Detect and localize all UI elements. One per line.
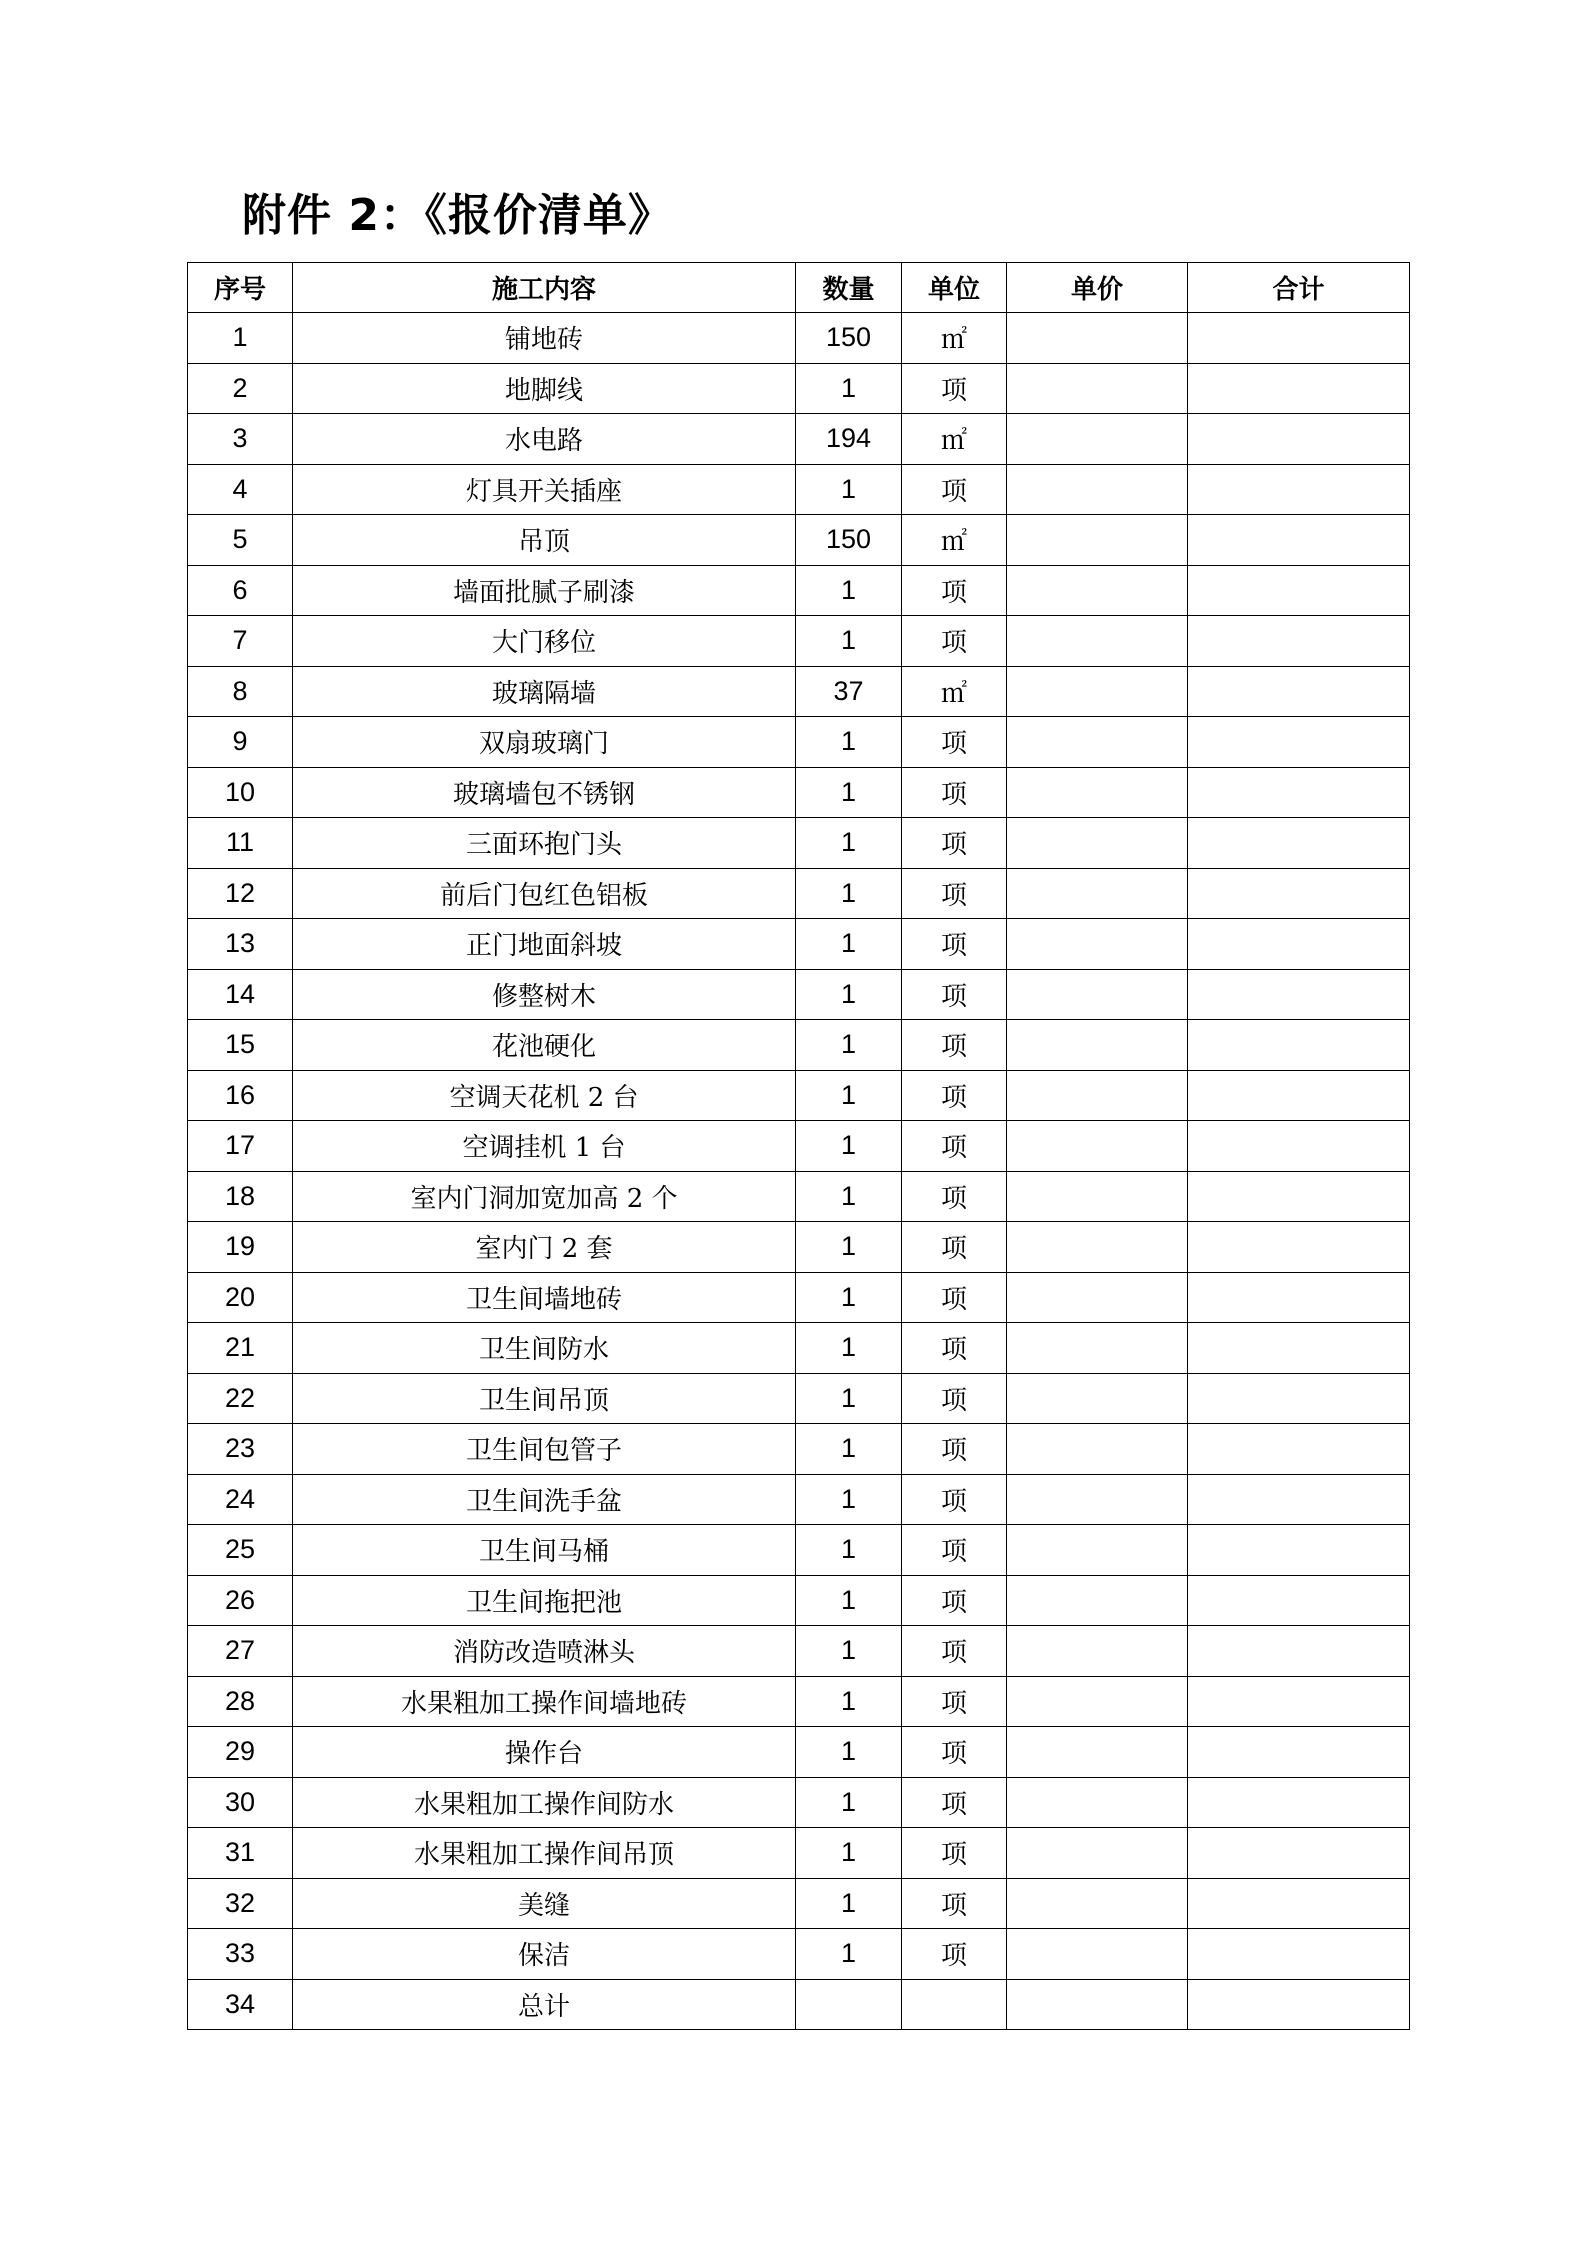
cell-price [1007, 1121, 1188, 1172]
cell-content: 卫生间拖把池 [293, 1575, 796, 1626]
table-row [188, 868, 1410, 919]
cell-qty: 1 [796, 1929, 902, 1980]
table-row [188, 565, 1410, 616]
cell-price [1007, 666, 1188, 717]
cell-price [1007, 515, 1188, 566]
cell-unit: 项 [902, 1525, 1007, 1576]
cell-content: 地脚线 [293, 363, 796, 414]
cell-total [1188, 1121, 1410, 1172]
cell-qty: 1 [796, 868, 902, 919]
cell-price [1007, 1424, 1188, 1475]
cell-seq: 1 [188, 313, 293, 364]
cell-seq: 32 [188, 1878, 293, 1929]
table-row [188, 1878, 1410, 1929]
cell-price [1007, 1979, 1188, 2030]
cell-total [1188, 565, 1410, 616]
cell-seq: 14 [188, 969, 293, 1020]
cell-unit: 项 [902, 1626, 1007, 1677]
cell-seq: 31 [188, 1828, 293, 1879]
cell-seq: 3 [188, 414, 293, 465]
cell-unit: 项 [902, 1676, 1007, 1727]
cell-total [1188, 818, 1410, 869]
cell-seq: 28 [188, 1676, 293, 1727]
header-seq: 序号 [188, 263, 293, 313]
cell-price [1007, 868, 1188, 919]
cell-unit: 项 [902, 767, 1007, 818]
cell-content: 铺地砖 [293, 313, 796, 364]
cell-qty: 1 [796, 1474, 902, 1525]
cell-total [1188, 1171, 1410, 1222]
cell-total [1188, 1373, 1410, 1424]
cell-unit: ㎡ [902, 515, 1007, 566]
cell-content: 水果粗加工操作间墙地砖 [293, 1676, 796, 1727]
cell-content: 水果粗加工操作间防水 [293, 1777, 796, 1828]
cell-seq: 30 [188, 1777, 293, 1828]
table-row [188, 1727, 1410, 1778]
table-row [188, 1979, 1410, 2030]
cell-content: 玻璃隔墙 [293, 666, 796, 717]
cell-price [1007, 565, 1188, 616]
cell-content: 墙面批腻子刷漆 [293, 565, 796, 616]
cell-qty [796, 1979, 902, 2030]
cell-content: 空调天花机 2 台 [293, 1070, 796, 1121]
cell-seq: 17 [188, 1121, 293, 1172]
cell-content: 卫生间防水 [293, 1323, 796, 1374]
cell-unit: ㎡ [902, 666, 1007, 717]
cell-seq: 23 [188, 1424, 293, 1475]
cell-content: 保洁 [293, 1929, 796, 1980]
cell-unit: 项 [902, 1373, 1007, 1424]
cell-seq: 13 [188, 919, 293, 970]
cell-content: 操作台 [293, 1727, 796, 1778]
cell-price [1007, 1828, 1188, 1879]
cell-content: 修整树木 [293, 969, 796, 1020]
cell-qty: 1 [796, 1020, 902, 1071]
table-row [188, 1272, 1410, 1323]
cell-qty: 1 [796, 1323, 902, 1374]
cell-qty: 37 [796, 666, 902, 717]
cell-unit: 项 [902, 1878, 1007, 1929]
cell-qty: 1 [796, 1777, 902, 1828]
cell-qty: 1 [796, 1222, 902, 1273]
cell-content: 卫生间马桶 [293, 1525, 796, 1576]
header-qty: 数量 [796, 263, 902, 313]
cell-seq: 6 [188, 565, 293, 616]
cell-qty: 150 [796, 313, 902, 364]
table-row [188, 1222, 1410, 1273]
cell-unit [902, 1979, 1007, 2030]
table-row [188, 1777, 1410, 1828]
cell-total [1188, 313, 1410, 364]
cell-unit: 项 [902, 1777, 1007, 1828]
cell-content: 空调挂机 1 台 [293, 1121, 796, 1172]
cell-price [1007, 1070, 1188, 1121]
table-row [188, 919, 1410, 970]
cell-unit: 项 [902, 1020, 1007, 1071]
table-row [188, 1525, 1410, 1576]
cell-unit: 项 [902, 1272, 1007, 1323]
table-row [188, 616, 1410, 667]
cell-qty: 1 [796, 1424, 902, 1475]
cell-seq: 9 [188, 717, 293, 768]
header-content: 施工内容 [293, 263, 796, 313]
cell-total [1188, 1575, 1410, 1626]
cell-unit: 项 [902, 818, 1007, 869]
cell-total [1188, 767, 1410, 818]
cell-price [1007, 969, 1188, 1020]
cell-price [1007, 1171, 1188, 1222]
cell-total [1188, 666, 1410, 717]
table-row [188, 666, 1410, 717]
cell-unit: 项 [902, 1727, 1007, 1778]
table-row [188, 1828, 1410, 1879]
cell-content: 卫生间洗手盆 [293, 1474, 796, 1525]
cell-unit: 项 [902, 1424, 1007, 1475]
cell-qty: 1 [796, 1676, 902, 1727]
cell-seq: 8 [188, 666, 293, 717]
table-row [188, 363, 1410, 414]
cell-content: 吊顶 [293, 515, 796, 566]
cell-price [1007, 767, 1188, 818]
document-title: 附件 2：《报价清单》 [242, 190, 673, 241]
cell-total [1188, 1525, 1410, 1576]
cell-seq: 21 [188, 1323, 293, 1374]
cell-qty: 1 [796, 363, 902, 414]
cell-qty: 1 [796, 1828, 902, 1879]
cell-price [1007, 1676, 1188, 1727]
cell-qty: 194 [796, 414, 902, 465]
cell-qty: 1 [796, 1070, 902, 1121]
cell-price [1007, 1575, 1188, 1626]
cell-unit: 项 [902, 1323, 1007, 1374]
cell-unit: 项 [902, 1070, 1007, 1121]
cell-seq: 19 [188, 1222, 293, 1273]
table-row [188, 313, 1410, 364]
table-row [188, 1424, 1410, 1475]
cell-qty: 1 [796, 464, 902, 515]
cell-unit: 项 [902, 1575, 1007, 1626]
cell-total [1188, 1878, 1410, 1929]
cell-content: 卫生间包管子 [293, 1424, 796, 1475]
table-row [188, 767, 1410, 818]
cell-price [1007, 1272, 1188, 1323]
table-row [188, 1626, 1410, 1677]
cell-unit: 项 [902, 1929, 1007, 1980]
cell-price [1007, 1777, 1188, 1828]
cell-seq: 22 [188, 1373, 293, 1424]
table-row [188, 1575, 1410, 1626]
cell-qty: 1 [796, 1171, 902, 1222]
cell-qty: 1 [796, 1575, 902, 1626]
cell-seq: 5 [188, 515, 293, 566]
cell-price [1007, 1323, 1188, 1374]
cell-unit: 项 [902, 919, 1007, 970]
cell-qty: 1 [796, 565, 902, 616]
cell-content: 美缝 [293, 1878, 796, 1929]
cell-seq: 11 [188, 818, 293, 869]
cell-content: 水电路 [293, 414, 796, 465]
cell-price [1007, 1929, 1188, 1980]
cell-unit: 项 [902, 969, 1007, 1020]
cell-unit: 项 [902, 1222, 1007, 1273]
cell-unit: ㎡ [902, 313, 1007, 364]
cell-price [1007, 1727, 1188, 1778]
cell-qty: 1 [796, 1727, 902, 1778]
cell-seq: 15 [188, 1020, 293, 1071]
cell-content: 水果粗加工操作间吊顶 [293, 1828, 796, 1879]
cell-content: 大门移位 [293, 616, 796, 667]
cell-unit: 项 [902, 1474, 1007, 1525]
table-row [188, 1373, 1410, 1424]
table-row [188, 717, 1410, 768]
cell-price [1007, 1020, 1188, 1071]
cell-unit: 项 [902, 868, 1007, 919]
cell-qty: 1 [796, 717, 902, 768]
cell-price [1007, 313, 1188, 364]
table-row [188, 1070, 1410, 1121]
cell-unit: 项 [902, 1828, 1007, 1879]
table-row [188, 414, 1410, 465]
table-header-row [188, 263, 1410, 313]
table-row [188, 818, 1410, 869]
cell-seq: 16 [188, 1070, 293, 1121]
cell-seq: 24 [188, 1474, 293, 1525]
table-row [188, 1323, 1410, 1374]
cell-price [1007, 1222, 1188, 1273]
cell-total [1188, 464, 1410, 515]
cell-qty: 1 [796, 818, 902, 869]
cell-qty: 150 [796, 515, 902, 566]
cell-total [1188, 1777, 1410, 1828]
cell-seq: 34 [188, 1979, 293, 2030]
table-row [188, 1171, 1410, 1222]
cell-content: 花池硬化 [293, 1020, 796, 1071]
cell-total [1188, 1626, 1410, 1677]
cell-total [1188, 1424, 1410, 1475]
cell-total [1188, 1474, 1410, 1525]
header-unit: 单位 [902, 263, 1007, 313]
cell-content: 双扇玻璃门 [293, 717, 796, 768]
cell-unit: 项 [902, 363, 1007, 414]
cell-total [1188, 616, 1410, 667]
cell-price [1007, 717, 1188, 768]
cell-unit: 项 [902, 616, 1007, 667]
cell-total [1188, 1828, 1410, 1879]
cell-seq: 20 [188, 1272, 293, 1323]
table-row [188, 464, 1410, 515]
cell-content: 灯具开关插座 [293, 464, 796, 515]
cell-qty: 1 [796, 919, 902, 970]
cell-content: 室内门 2 套 [293, 1222, 796, 1273]
cell-content: 三面环抱门头 [293, 818, 796, 869]
cell-unit: 项 [902, 464, 1007, 515]
cell-total [1188, 1020, 1410, 1071]
cell-unit: 项 [902, 565, 1007, 616]
cell-content: 正门地面斜坡 [293, 919, 796, 970]
cell-seq: 18 [188, 1171, 293, 1222]
cell-seq: 7 [188, 616, 293, 667]
cell-total [1188, 363, 1410, 414]
cell-total [1188, 1979, 1410, 2030]
cell-total [1188, 1323, 1410, 1374]
cell-total [1188, 717, 1410, 768]
cell-qty: 1 [796, 616, 902, 667]
table-row [188, 1676, 1410, 1727]
cell-total [1188, 515, 1410, 566]
cell-price [1007, 464, 1188, 515]
cell-unit: 项 [902, 1171, 1007, 1222]
cell-total [1188, 868, 1410, 919]
cell-price [1007, 1373, 1188, 1424]
table-row [188, 1020, 1410, 1071]
cell-seq: 4 [188, 464, 293, 515]
cell-content: 卫生间吊顶 [293, 1373, 796, 1424]
cell-price [1007, 414, 1188, 465]
cell-qty: 1 [796, 1626, 902, 1677]
cell-content: 消防改造喷淋头 [293, 1626, 796, 1677]
cell-total [1188, 1676, 1410, 1727]
header-price: 单价 [1007, 263, 1188, 313]
table-row [188, 515, 1410, 566]
cell-seq: 29 [188, 1727, 293, 1778]
cell-total [1188, 1222, 1410, 1273]
cell-total [1188, 1070, 1410, 1121]
cell-price [1007, 1878, 1188, 1929]
cell-qty: 1 [796, 767, 902, 818]
cell-seq: 2 [188, 363, 293, 414]
cell-qty: 1 [796, 1525, 902, 1576]
cell-qty: 1 [796, 1121, 902, 1172]
cell-unit: 项 [902, 1121, 1007, 1172]
cell-seq: 26 [188, 1575, 293, 1626]
cell-total [1188, 969, 1410, 1020]
cell-seq: 27 [188, 1626, 293, 1677]
cell-price [1007, 1525, 1188, 1576]
quote-table [187, 262, 1410, 2030]
cell-qty: 1 [796, 1373, 902, 1424]
cell-seq: 10 [188, 767, 293, 818]
cell-total [1188, 1929, 1410, 1980]
cell-price [1007, 919, 1188, 970]
cell-content: 室内门洞加宽加高 2 个 [293, 1171, 796, 1222]
table-body [188, 313, 1410, 2030]
table-row [188, 1121, 1410, 1172]
cell-content: 卫生间墙地砖 [293, 1272, 796, 1323]
cell-unit: ㎡ [902, 414, 1007, 465]
cell-content: 总计 [293, 1979, 796, 2030]
table-row [188, 1474, 1410, 1525]
header-total: 合计 [1188, 263, 1410, 313]
cell-price [1007, 363, 1188, 414]
cell-total [1188, 919, 1410, 970]
cell-price [1007, 616, 1188, 667]
cell-total [1188, 414, 1410, 465]
cell-unit: 项 [902, 717, 1007, 768]
cell-seq: 33 [188, 1929, 293, 1980]
cell-seq: 25 [188, 1525, 293, 1576]
cell-price [1007, 818, 1188, 869]
cell-total [1188, 1272, 1410, 1323]
cell-content: 前后门包红色铝板 [293, 868, 796, 919]
cell-qty: 1 [796, 1272, 902, 1323]
table-row [188, 969, 1410, 1020]
table-row [188, 1929, 1410, 1980]
cell-qty: 1 [796, 969, 902, 1020]
cell-content: 玻璃墙包不锈钢 [293, 767, 796, 818]
cell-seq: 12 [188, 868, 293, 919]
cell-price [1007, 1626, 1188, 1677]
cell-qty: 1 [796, 1878, 902, 1929]
cell-price [1007, 1474, 1188, 1525]
cell-total [1188, 1727, 1410, 1778]
